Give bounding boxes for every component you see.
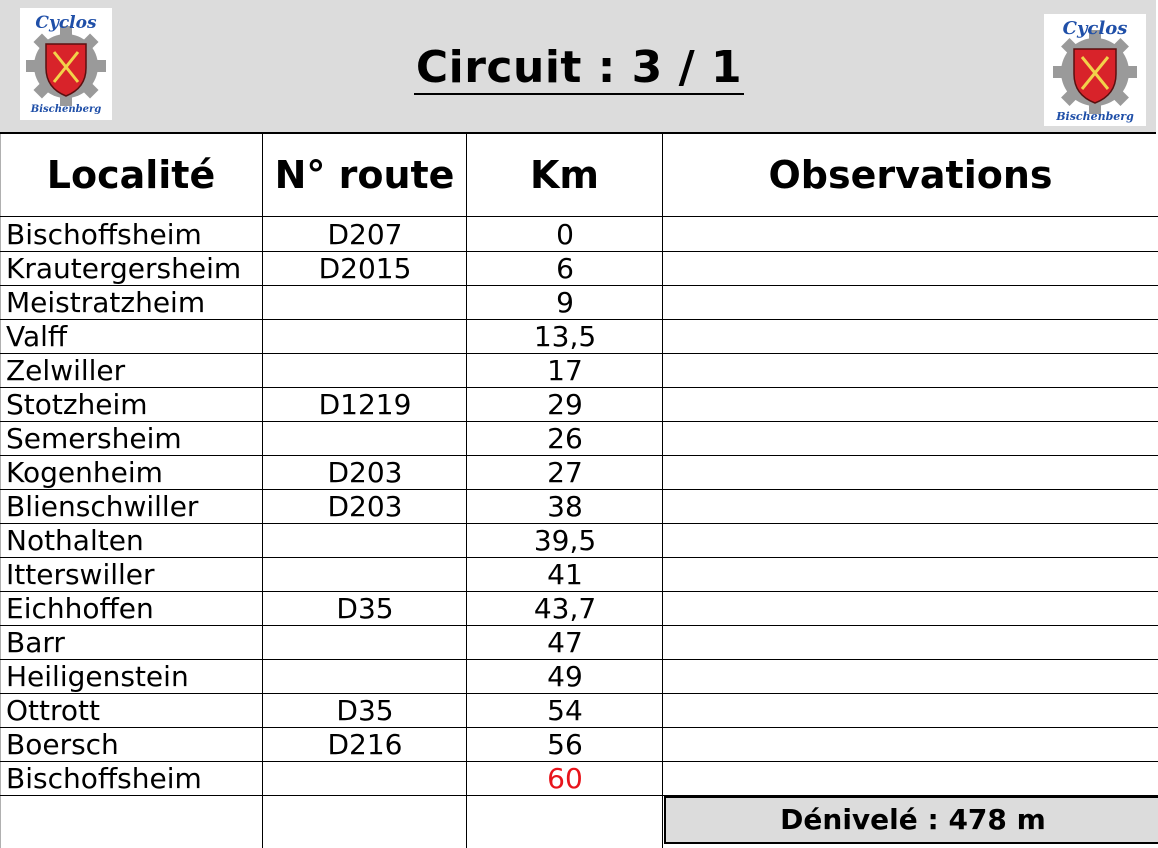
observations-cell <box>664 422 1156 456</box>
locality-cell: Nothalten <box>6 524 144 557</box>
km-cell: 56 <box>547 728 583 761</box>
observations-cell <box>664 490 1156 524</box>
table-row <box>0 592 1158 626</box>
km-cell: 47 <box>547 626 583 659</box>
route-cell <box>264 422 466 456</box>
route-cell: D203 <box>327 456 403 489</box>
route-cell: D35 <box>336 694 394 727</box>
observations-cell <box>664 728 1156 762</box>
table-row <box>0 320 1158 354</box>
table-row <box>0 490 1158 524</box>
km-cell: 41 <box>547 558 583 591</box>
header-km: Km <box>529 153 600 197</box>
route-cell <box>264 524 466 558</box>
observations-cell <box>664 762 1156 796</box>
table-row <box>0 728 1158 762</box>
route-cell: D207 <box>327 218 403 251</box>
km-cell: 43,7 <box>533 592 597 625</box>
observations-cell <box>664 558 1156 592</box>
km-cell: 29 <box>547 388 583 421</box>
locality-cell: Heiligenstein <box>6 660 189 693</box>
table-row <box>0 524 1158 558</box>
table-row <box>0 422 1158 456</box>
locality-cell: Eichhoffen <box>6 592 154 625</box>
route-cell <box>264 558 466 592</box>
observations-cell <box>664 286 1156 320</box>
observations-cell <box>664 626 1156 660</box>
title-band <box>0 0 1156 134</box>
km-cell: 0 <box>556 218 574 251</box>
table-row <box>0 354 1158 388</box>
km-cell: 17 <box>547 354 583 387</box>
observations-cell <box>664 320 1156 354</box>
table-row <box>0 626 1158 660</box>
gridline <box>0 216 1158 217</box>
km-cell: 26 <box>547 422 583 455</box>
table-row <box>0 456 1158 490</box>
route-cell: D216 <box>327 728 403 761</box>
observations-cell <box>664 388 1156 422</box>
table-row <box>0 252 1158 286</box>
km-cell: 9 <box>556 286 574 319</box>
table-row <box>0 388 1158 422</box>
observations-cell <box>664 694 1156 728</box>
header-observations: Observations <box>768 153 1053 197</box>
locality-cell: Semersheim <box>6 422 182 455</box>
locality-cell: Bischoffsheim <box>6 218 202 251</box>
route-cell <box>264 286 466 320</box>
km-cell: 54 <box>547 694 583 727</box>
route-cell: D2015 <box>318 252 412 285</box>
locality-cell: Boersch <box>6 728 119 761</box>
route-cell <box>264 660 466 694</box>
route-cell: D35 <box>336 592 394 625</box>
table-row <box>0 558 1158 592</box>
header-locality: Localité <box>46 153 216 197</box>
locality-cell: Valff <box>6 320 68 353</box>
locality-cell: Itterswiller <box>6 558 155 591</box>
table-row <box>0 218 1158 252</box>
locality-cell: Kogenheim <box>6 456 163 489</box>
km-cell: 13,5 <box>533 320 597 353</box>
observations-cell <box>664 592 1156 626</box>
club-logo-icon <box>1044 14 1146 126</box>
km-cell: 27 <box>547 456 583 489</box>
observations-cell <box>664 354 1156 388</box>
locality-cell: Ottrott <box>6 694 100 727</box>
header-route: N° route <box>274 153 455 197</box>
route-cell <box>264 354 466 388</box>
km-cell: 49 <box>547 660 583 693</box>
locality-cell: Krautergersheim <box>6 252 242 285</box>
route-cell: D203 <box>327 490 403 523</box>
svg-text:Cyclos: Cyclos <box>1062 18 1128 39</box>
observations-cell <box>664 660 1156 694</box>
route-cell <box>264 762 466 796</box>
route-cell: D1219 <box>318 388 412 421</box>
table-row <box>0 660 1158 694</box>
locality-cell: Blienschwiller <box>6 490 199 523</box>
svg-text:Bischenberg: Bischenberg <box>1056 110 1134 123</box>
observations-cell <box>664 218 1156 252</box>
elevation-total: Dénivelé : 478 m <box>664 796 1158 844</box>
km-cell: 38 <box>547 490 583 523</box>
km-cell: 60 <box>547 762 583 795</box>
locality-cell: Meistratzheim <box>6 286 206 319</box>
route-cell <box>264 626 466 660</box>
table-row <box>0 694 1158 728</box>
km-cell: 6 <box>556 252 574 285</box>
km-cell: 39,5 <box>533 524 597 557</box>
locality-cell: Zelwiller <box>6 354 126 387</box>
observations-cell <box>664 252 1156 286</box>
observations-cell <box>664 456 1156 490</box>
route-cell <box>264 320 466 354</box>
svg-text:Bischenberg: Bischenberg <box>30 104 102 115</box>
table-row <box>0 762 1158 796</box>
svg-text:Cyclos: Cyclos <box>35 13 97 33</box>
observations-cell <box>664 524 1156 558</box>
locality-cell: Bischoffsheim <box>6 762 202 795</box>
table-row <box>0 286 1158 320</box>
locality-cell: Stotzheim <box>6 388 148 421</box>
locality-cell: Barr <box>6 626 65 659</box>
page-title: Circuit : 3 / 1 <box>415 42 743 93</box>
club-logo-right <box>1044 14 1146 126</box>
